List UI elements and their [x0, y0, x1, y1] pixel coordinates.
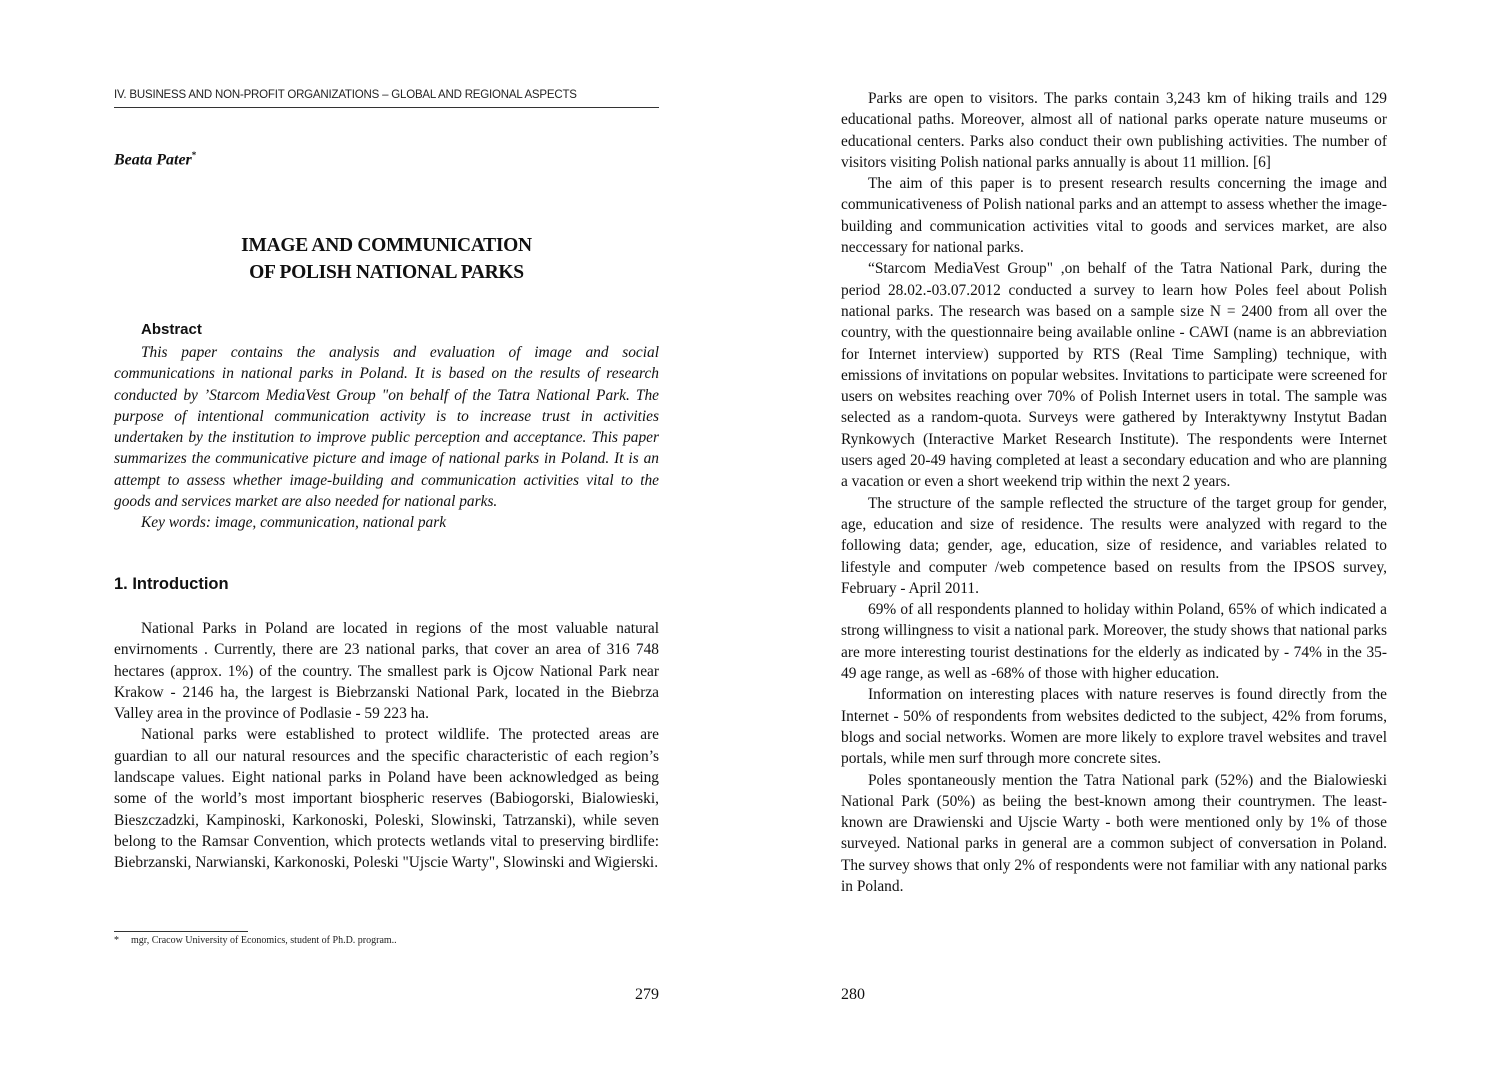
author-text: Beata Pater — [114, 151, 192, 169]
body-paragraph: Parks are open to visitors. The parks contain 3,243 km of hiking trails and 129 educational paths. Moreover, almost all of national parks operate nature museums or educational centers. Parks also conduct their own publishing activities. The number of visitors visiting Polish national parks annually is about 11 million. [6] — [841, 90, 1387, 171]
author-name — [114, 150, 196, 169]
footnote-mark: * — [114, 935, 119, 946]
body-paragraph: Information on interesting places with nature reserves is found directly from the Internet - 50% of respondents from websites dedicted to the subject, 42% from forums, blogs and social networks. Women are more likely to explore travel websites and travel portals, while men surf through more concrete sites. — [841, 686, 1387, 768]
body-paragraph: 69% of all respondents planned to holiday within Poland, 65% of which indicated a strong willingness to visit a national park. Moreover, the study shows that national parks are more interesting tourist destinations for the elderly as indicated by - 74% in the 35-49 age range, as well as -68% of those with higher education. — [841, 601, 1387, 683]
footnote-text: mgr, Cracow University of Economics, student of Ph.D. program.. — [131, 935, 397, 946]
right-page-body — [841, 88, 1387, 897]
body-paragraph: “Starcom MediaVest Group" ,on behalf of the Tatra National Park, during the period 28.02.-03.07.2012 conducted a survey to learn how Poles feel about Polish national parks. The research was based on a sample size N = 2400 from all over the country, with the questionnaire being available online - CAWI (name is an abbreviation for Internet interview) supported by RTS (Real Time Sampling) technique, with emissions of invitations on popular websites. Invitations to participate were screened for users on websites reaching over 70% of Polish Internet users in total. The sample was selected as a random-quota. Surveys were gathered by Interaktywny Instytut Badan Rynkowych (Interactive Market Research Institute). The respondents were Internet users aged 20-49 having completed at least a secondary education and who are planning a vacation or even a short weekend trip within the next 2 years. — [841, 260, 1387, 491]
intro-paragraph: National Parks in Poland are located in regions of the most valuable natural envirnoments . Currently, there are 23 national parks, that cover an area of 316 748 hectares (approx. 1%) of the country. The smallest park is Ojcow National Park near Krakow - 2146 ha, the largest is Biebrzanski National Park, located in the Biebrza Valley area in the province of Podlasie - 59 223 ha. — [114, 620, 659, 723]
section-heading-introduction: 1. Introduction — [114, 575, 229, 593]
paper-title — [114, 232, 659, 286]
body-paragraph: The structure of the sample reflected the structure of the target group for gender, age, education and size of residence. The results were analyzed with regard to the following data; gender, age, education, size of residence, and variables related to lifestyle and computer /web competence based on results from the IPSOS survey, February - April 2011. — [841, 494, 1387, 597]
keywords: Key words: image, communication, national park — [141, 514, 447, 532]
introduction-body — [114, 618, 659, 874]
page-number: 280 — [841, 986, 865, 1003]
running-head: IV. BUSINESS AND NON-PROFIT ORGANIZATIONS – GLOBAL AND REGIONAL ASPECTS — [114, 89, 659, 108]
author-footnote-mark: * — [191, 150, 197, 160]
title-line-1: IMAGE AND COMMUNICATION — [241, 235, 532, 256]
body-paragraph: The aim of this paper is to present research results concerning the image and communicativeness of Polish national parks and an attempt to assess whether the image-building and communication activities vital to goods and services market, are also neccessary for national parks. — [841, 175, 1387, 257]
body-paragraph: Poles spontaneously mention the Tatra National park (52%) and the Bialowieski National Park (50%) as beiing the best-known among their countrymen. The least-known are Drawienski and Ujscie Warty - both were mentioned only by 1% of those surveyed. National parks in general are a common subject of conversation in Poland. The survey shows that only 2% of respondents were not familiar with any national parks in Poland. — [841, 771, 1387, 895]
footnote — [114, 935, 397, 946]
left-page — [114, 0, 659, 1068]
intro-paragraph: National parks were established to protect wildlife. The protected areas are guardian to all our natural resources and the specific characteristic of each region’s landscape values. Eight national parks in Poland have been acknowledged as being some of the world’s most important biospheric reserves (Babiogorski, Bialowieski, Bieszczadzki, Kampinoski, Karkonoski, Poleski, Slowinski, Tatrzanski), while seven belong to the Ramsar Convention, which protects wetlands vital to preserving birdlife: Biebrzanski, Narwianski, Karkonoski, Poleski "Ujscie Warty", Slowinski and Wigierski. — [114, 726, 659, 872]
page-number: 279 — [635, 986, 659, 1003]
right-page — [841, 0, 1387, 1068]
abstract-heading: Abstract — [141, 321, 202, 338]
abstract-body — [114, 342, 659, 534]
title-line-2: OF POLISH NATIONAL PARKS — [249, 262, 524, 283]
abstract-text: This paper contains the analysis and evaluation of image and social communications in national parks in Poland. It is based on the results of research conducted by ’Starcom MediaVest Group "on behalf of the Tatra National Park. The purpose of intentional communication activity is to increase trust in activities undertaken by the institution to improve public perception and acceptance. This paper summarizes the communicative picture and image of national parks in Poland. It is an attempt to assess whether image-building and communication activities vital to the goods and services market are also needed for national parks. — [114, 344, 659, 511]
footnote-divider — [114, 931, 248, 932]
